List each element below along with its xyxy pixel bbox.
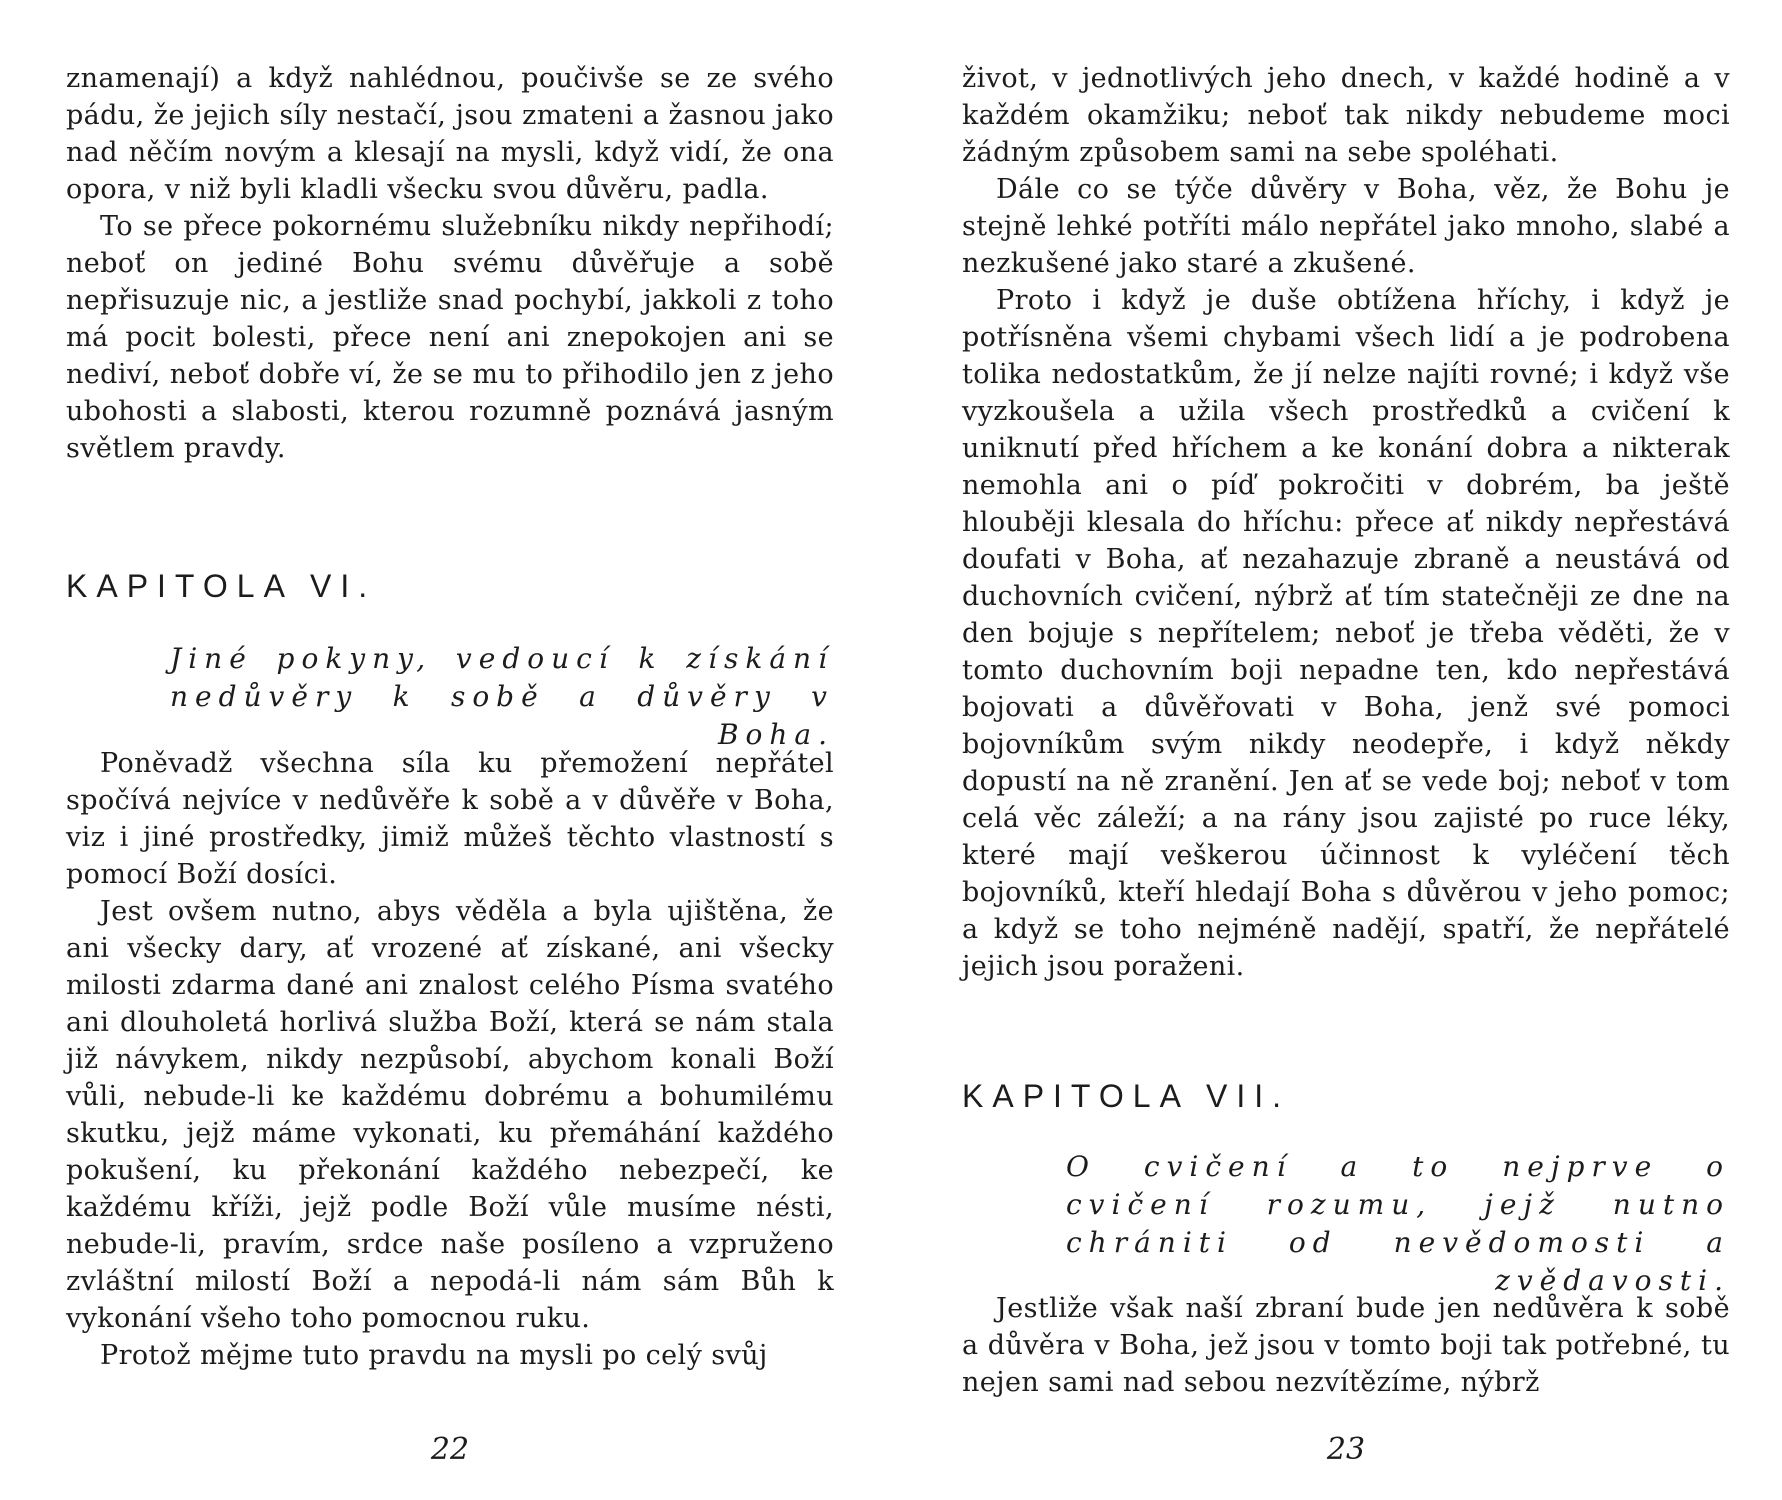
page-number: 23 <box>1326 1432 1366 1467</box>
chapter-subtitle: O cvičení a to nejprve o cvičení rozumu, jejž nutno chrániti od nevědomosti a zvědavosti. <box>1066 1150 1730 1297</box>
paragraph: Jest ovšem nutno, abys věděla a byla ujištěna, že ani všecky dary, ať vrozené ať získané, ani všecky milosti zdarma dané ani znalost celého Písma svatého ani dlouholetá horlivá služba Boží, která se nám stala již návykem, nikdy nezpůsobí, abychom konali Boží vůli, nebude-li ke každému dobrému a bohumilému skutku, jejž máme vykonati, ku přemáhání každého pokušení, ku překonání každého nebezpečí, ke každému kříži, jejž podle Boží vůle musíme nésti, nebude-li, pravím, srdce naše posíleno a vzpruženo zvláštní milostí Boží a nepodá-li nám sám Bůh k vykonání všeho toho pomocnou ruku. <box>66 896 834 1334</box>
paragraph: život, v jednotlivých jeho dnech, v každé hodině a v každém okamžiku; neboť tak nikdy nebudeme moci žádným způsobem sami na sebe spoléhati. <box>962 63 1730 168</box>
paragraph: Dále co se týče důvěry v Boha, věz, že Bohu je stejně lehké potříti málo nepřátel jako mnoho, slabé a nezkušené jako staré a zkušené. <box>962 174 1730 279</box>
paragraph: Protož mějme tuto pravdu na mysli po celý svůj <box>100 1340 768 1371</box>
paragraph: znamenají) a když nahlédnou, poučivše se ze svého pádu, že jejich síly nestačí, jsou zmateni a žasnou jako nad něčím novým a klesají na mysli, když vidí, že ona opora, v niž byli kladli všecku svou důvěru, padla. <box>66 63 834 205</box>
paragraph: Poněvadž všechna síla ku přemožení nepřátel spočívá nejvíce v nedůvěře k sobě a v důvěře v Boha, viz i jiné prostředky, jimiž můžeš těchto vlastností s pomocí Boží dosíci. <box>66 748 834 890</box>
paragraph: To se přece pokornému služebníku nikdy nepřihodí; neboť on jediné Bohu svému důvěřuje a sobě nepřisuzuje nic, a jestliže snad pochybí, jakkoli z toho má pocit bolesti, přece není ani znepokojen ani se nediví, neboť dobře ví, že se mu to přihodilo jen z jeho ubohosti a slabosti, kterou rozumně poznává jasným světlem pravdy. <box>66 211 834 464</box>
paragraph: Jestliže však naší zbraní bude jen nedůvěra k sobě a důvěra v Boha, jež jsou v tomto boji tak potřebné, tu nejen sami nad sebou nezvítězíme, nýbrž <box>962 1293 1730 1398</box>
chapter-title: KAPITOLA VII. <box>962 1078 1291 1114</box>
right-page <box>962 0 1730 1500</box>
right-top-text <box>962 60 1730 985</box>
chapter-subtitle: Jiné pokyny, vedoucí k získání nedůvěry k sobě a důvěry v Boha. <box>170 642 834 751</box>
left-page <box>66 0 834 1500</box>
left-bottom-text <box>66 745 834 1374</box>
left-top-text <box>66 60 834 467</box>
paragraph: Proto i když je duše obtížena hříchy, i když je potřísněna všemi chybami všech lidí a je podrobena tolika nedostatkům, že jí nelze najíti rovné; i když vše vyzkoušela a užila všech prostředků a cvičení k uniknutí před hříchem a ke konání dobra a nikterak nemohla ani o píď pokročiti v dobrém, ba ještě hlouběji klesala do hříchu: přece ať nikdy nepřestává doufati v Boha, ať nezahazuje zbraně a neustává od duchovních cvičení, nýbrž ať tím statečněji ze dne na den bojuje s nepřítelem; neboť je třeba věděti, že v tomto duchovním boji nepadne ten, kdo nepřestává bojovati a důvěřovati v Boha, jenž své pomoci bojovníkům svým nikdy neodepře, i když někdy dopustí na ně zranění. Jen ať se vede boj; neboť v tom celá věc záleží; a na rány jsou zajisté po ruce léky, které mají veškerou účinnost k vyléčení těch bojovníků, kteří hledají Boha s důvěrou v jeho pomoc; a když se toho nejméně nadějí, spatří, že nepřátelé jejich jsou poraženi. <box>962 285 1730 982</box>
chapter-title: KAPITOLA VI. <box>66 568 377 604</box>
right-bottom-text <box>962 1290 1730 1401</box>
page-number: 22 <box>430 1432 470 1467</box>
